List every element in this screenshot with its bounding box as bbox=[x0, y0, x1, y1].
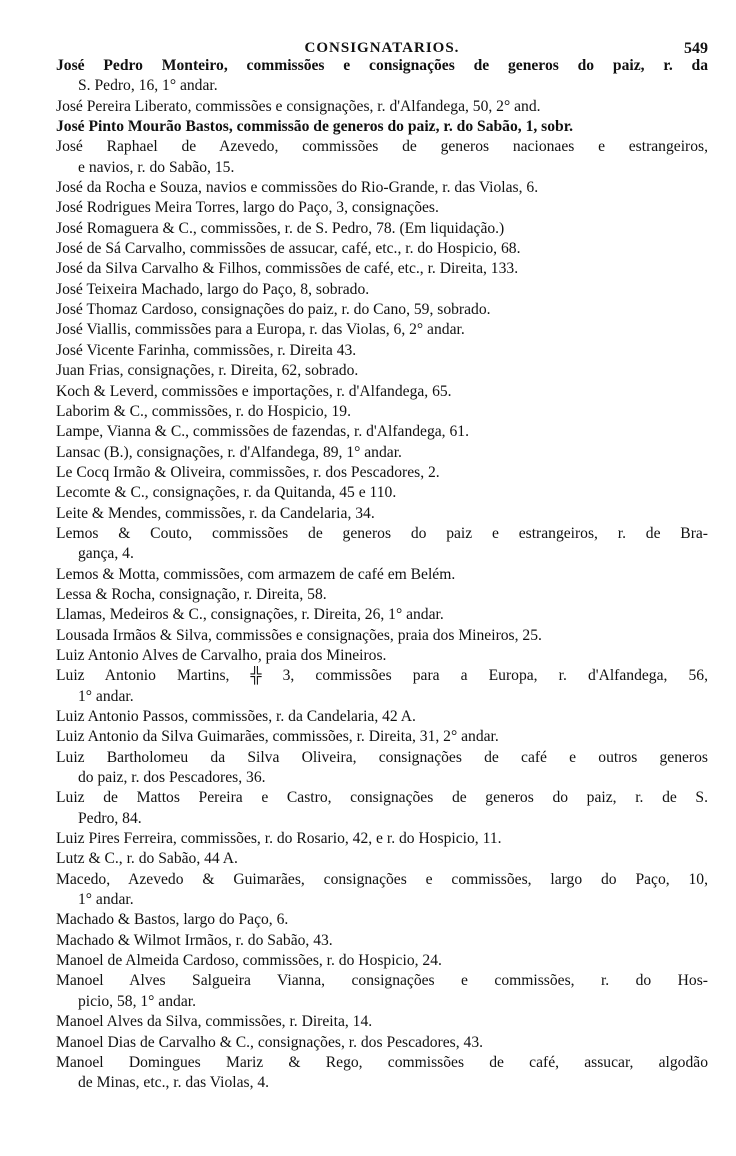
directory-entry bbox=[56, 646, 708, 666]
entry-line: Machado & Wilmot Irmãos, r. do Sabão, 43. bbox=[56, 931, 333, 949]
entry-continuation-line: gança, 4. bbox=[78, 545, 134, 563]
directory-entry bbox=[56, 971, 708, 1012]
entry-line: Manoel Alves da Silva, commissões, r. Direita, 14. bbox=[56, 1013, 373, 1031]
entry-line: Lemos & Motta, commissões, com armazem de café em Belém. bbox=[56, 565, 456, 583]
entry-continuation-line: S. Pedro, 16, 1° andar. bbox=[78, 77, 218, 95]
directory-entry bbox=[56, 1053, 708, 1094]
directory-entry bbox=[56, 320, 708, 340]
directory-entry bbox=[56, 727, 708, 747]
entry-line: Manoel Dias de Carvalho & C., consignações, r. dos Pescadores, 43. bbox=[56, 1033, 484, 1051]
directory-entry bbox=[56, 1033, 708, 1053]
entry-line: Luiz Antonio Passos, commissões, r. da Candelaria, 42 A. bbox=[56, 708, 416, 725]
directory-entry bbox=[56, 666, 708, 707]
directory-entry bbox=[56, 56, 708, 97]
directory-entry bbox=[56, 1012, 708, 1032]
directory-entry bbox=[56, 626, 708, 646]
entry-line: José Viallis, commissões para a Europa, r. das Violas, 6, 2° andar. bbox=[56, 321, 465, 339]
entry-line: Lecomte & C., consignações, r. da Quitanda, 45 e 110. bbox=[56, 484, 397, 502]
entry-continuation-line: de Minas, etc., r. das Violas, 4. bbox=[78, 1074, 270, 1092]
directory-entry bbox=[56, 585, 708, 605]
directory-entry bbox=[56, 198, 708, 218]
directory-entry bbox=[56, 483, 708, 503]
entry-line: José Teixeira Machado, largo do Paço, 8, sobrado. bbox=[56, 280, 370, 298]
entry-line: José Raphael de Azevedo, commissões de generos nacionaes e estrangeiros, bbox=[56, 138, 708, 156]
entry-continuation-line: e navios, r. do Sabão, 15. bbox=[78, 158, 235, 176]
directory-entry bbox=[56, 707, 708, 727]
directory-entry bbox=[56, 829, 708, 849]
directory-entry bbox=[56, 259, 708, 279]
directory-entry bbox=[56, 382, 708, 402]
directory-entry bbox=[56, 300, 708, 320]
directory-entry bbox=[56, 97, 708, 117]
entry-continuation-line: 1° andar. bbox=[78, 891, 134, 909]
entry-line: Lansac (B.), consignações, r. d'Alfandega, 89, 1° andar. bbox=[56, 443, 402, 461]
entry-line: Luiz de Mattos Pereira e Castro, consignações de generos do paiz, r. de S. bbox=[56, 789, 708, 807]
running-title: CONSIGNATARIOS. bbox=[304, 40, 460, 56]
directory-listing bbox=[56, 56, 708, 1094]
entry-line: José Rodrigues Meira Torres, largo do Paço, 3, consignações. bbox=[56, 199, 439, 217]
directory-entry bbox=[56, 117, 708, 137]
entry-line: Manoel Domingues Mariz & Rego, commissões de café, assucar, algodão bbox=[56, 1053, 708, 1071]
entry-line: José Pinto Mourão Bastos, commissão de generos do paiz, r. do Sabão, 1, sobr. bbox=[56, 118, 574, 136]
directory-entry bbox=[56, 137, 708, 178]
entry-continuation-line: 1° andar. bbox=[78, 687, 134, 705]
entry-line: Luiz Antonio Alves de Carvalho, praia dos Mineiros. bbox=[56, 646, 387, 664]
directory-entry bbox=[56, 524, 708, 565]
entry-continuation-line: Pedro, 84. bbox=[78, 809, 142, 827]
directory-entry bbox=[56, 239, 708, 259]
directory-entry bbox=[56, 280, 708, 300]
entry-line: Laborim & C., commissões, r. do Hospicio, 19. bbox=[56, 402, 351, 420]
directory-entry bbox=[56, 178, 708, 198]
entry-line: Luiz Antonio Martins, ╬ 3, commissões para a Europa, r. d'Alfandega, 56, bbox=[56, 667, 708, 685]
directory-entry bbox=[56, 748, 708, 789]
entry-line: Lampe, Vianna & C., commissões de fazendas, r. d'Alfandega, 61. bbox=[56, 423, 469, 441]
entry-line: José Pedro Monteiro, commissões e consignações de generos do paiz, r. da bbox=[56, 57, 708, 74]
directory-entry bbox=[56, 219, 708, 239]
directory-entry bbox=[56, 463, 708, 483]
directory-entry bbox=[56, 341, 708, 361]
page-number: 549 bbox=[684, 40, 708, 57]
entry-line: José de Sá Carvalho, commissões de assucar, café, etc., r. do Hospicio, 68. bbox=[56, 240, 521, 258]
entry-line: José da Rocha e Souza, navios e commissões do Rio-Grande, r. das Violas, 6. bbox=[56, 179, 539, 197]
entry-line: Juan Frias, consignações, r. Direita, 62, sobrado. bbox=[56, 362, 359, 380]
entry-line: José Romaguera & C., commissões, r. de S. Pedro, 78. (Em liquidação.) bbox=[56, 219, 505, 237]
entry-line: Macedo, Azevedo & Guimarães, consignações e commissões, largo do Paço, 10, bbox=[56, 870, 708, 888]
entry-line: José Pereira Liberato, commissões e consignações, r. d'Alfandega, 50, 2° and. bbox=[56, 97, 541, 115]
entry-line: José da Silva Carvalho & Filhos, commissões de café, etc., r. Direita, 133. bbox=[56, 260, 519, 278]
directory-entry bbox=[56, 910, 708, 930]
entry-line: Le Cocq Irmão & Oliveira, commissões, r. dos Pescadores, 2. bbox=[56, 463, 440, 481]
entry-line: Manoel de Almeida Cardoso, commissões, r. do Hospicio, 24. bbox=[56, 952, 442, 970]
entry-line: José Thomaz Cardoso, consignações do paiz, r. do Cano, 59, sobrado. bbox=[56, 301, 491, 319]
directory-entry bbox=[56, 788, 708, 829]
entry-line: Luiz Bartholomeu da Silva Oliveira, consignações de café e outros generos bbox=[56, 748, 708, 766]
directory-entry bbox=[56, 951, 708, 971]
directory-entry bbox=[56, 849, 708, 869]
directory-entry bbox=[56, 402, 708, 422]
directory-entry bbox=[56, 931, 708, 951]
entry-line: Lutz & C., r. do Sabão, 44 A. bbox=[56, 850, 238, 868]
entry-line: Koch & Leverd, commissões e importações, r. d'Alfandega, 65. bbox=[56, 382, 452, 400]
entry-line: Lousada Irmãos & Silva, commissões e consignações, praia dos Mineiros, 25. bbox=[56, 626, 542, 644]
directory-entry bbox=[56, 870, 708, 911]
directory-entry bbox=[56, 422, 708, 442]
directory-entry bbox=[56, 361, 708, 381]
entry-line: Leite & Mendes, commissões, r. da Candelaria, 34. bbox=[56, 504, 375, 522]
directory-entry bbox=[56, 565, 708, 585]
entry-line: Luiz Pires Ferreira, commissões, r. do Rosario, 42, e r. do Hospicio, 11. bbox=[56, 830, 502, 848]
entry-continuation-line: do paiz, r. dos Pescadores, 36. bbox=[78, 769, 266, 787]
entry-line: José Vicente Farinha, commissões, r. Direita 43. bbox=[56, 341, 357, 359]
entry-line: Machado & Bastos, largo do Paço, 6. bbox=[56, 911, 289, 929]
entry-line: Manoel Alves Salgueira Vianna, consignações e commissões, r. do Hos- bbox=[56, 972, 708, 990]
entry-line: Lemos & Couto, commissões de generos do paiz e estrangeiros, r. de Bra- bbox=[56, 524, 708, 542]
entry-line: Llamas, Medeiros & C., consignações, r. Direita, 26, 1° andar. bbox=[56, 606, 444, 624]
entry-continuation-line: picio, 58, 1° andar. bbox=[78, 992, 196, 1010]
entry-line: Luiz Antonio da Silva Guimarães, commissões, r. Direita, 31, 2° andar. bbox=[56, 728, 499, 746]
directory-entry bbox=[56, 504, 708, 524]
directory-entry bbox=[56, 443, 708, 463]
directory-entry bbox=[56, 605, 708, 625]
entry-line: Lessa & Rocha, consignação, r. Direita, 58. bbox=[56, 585, 327, 603]
